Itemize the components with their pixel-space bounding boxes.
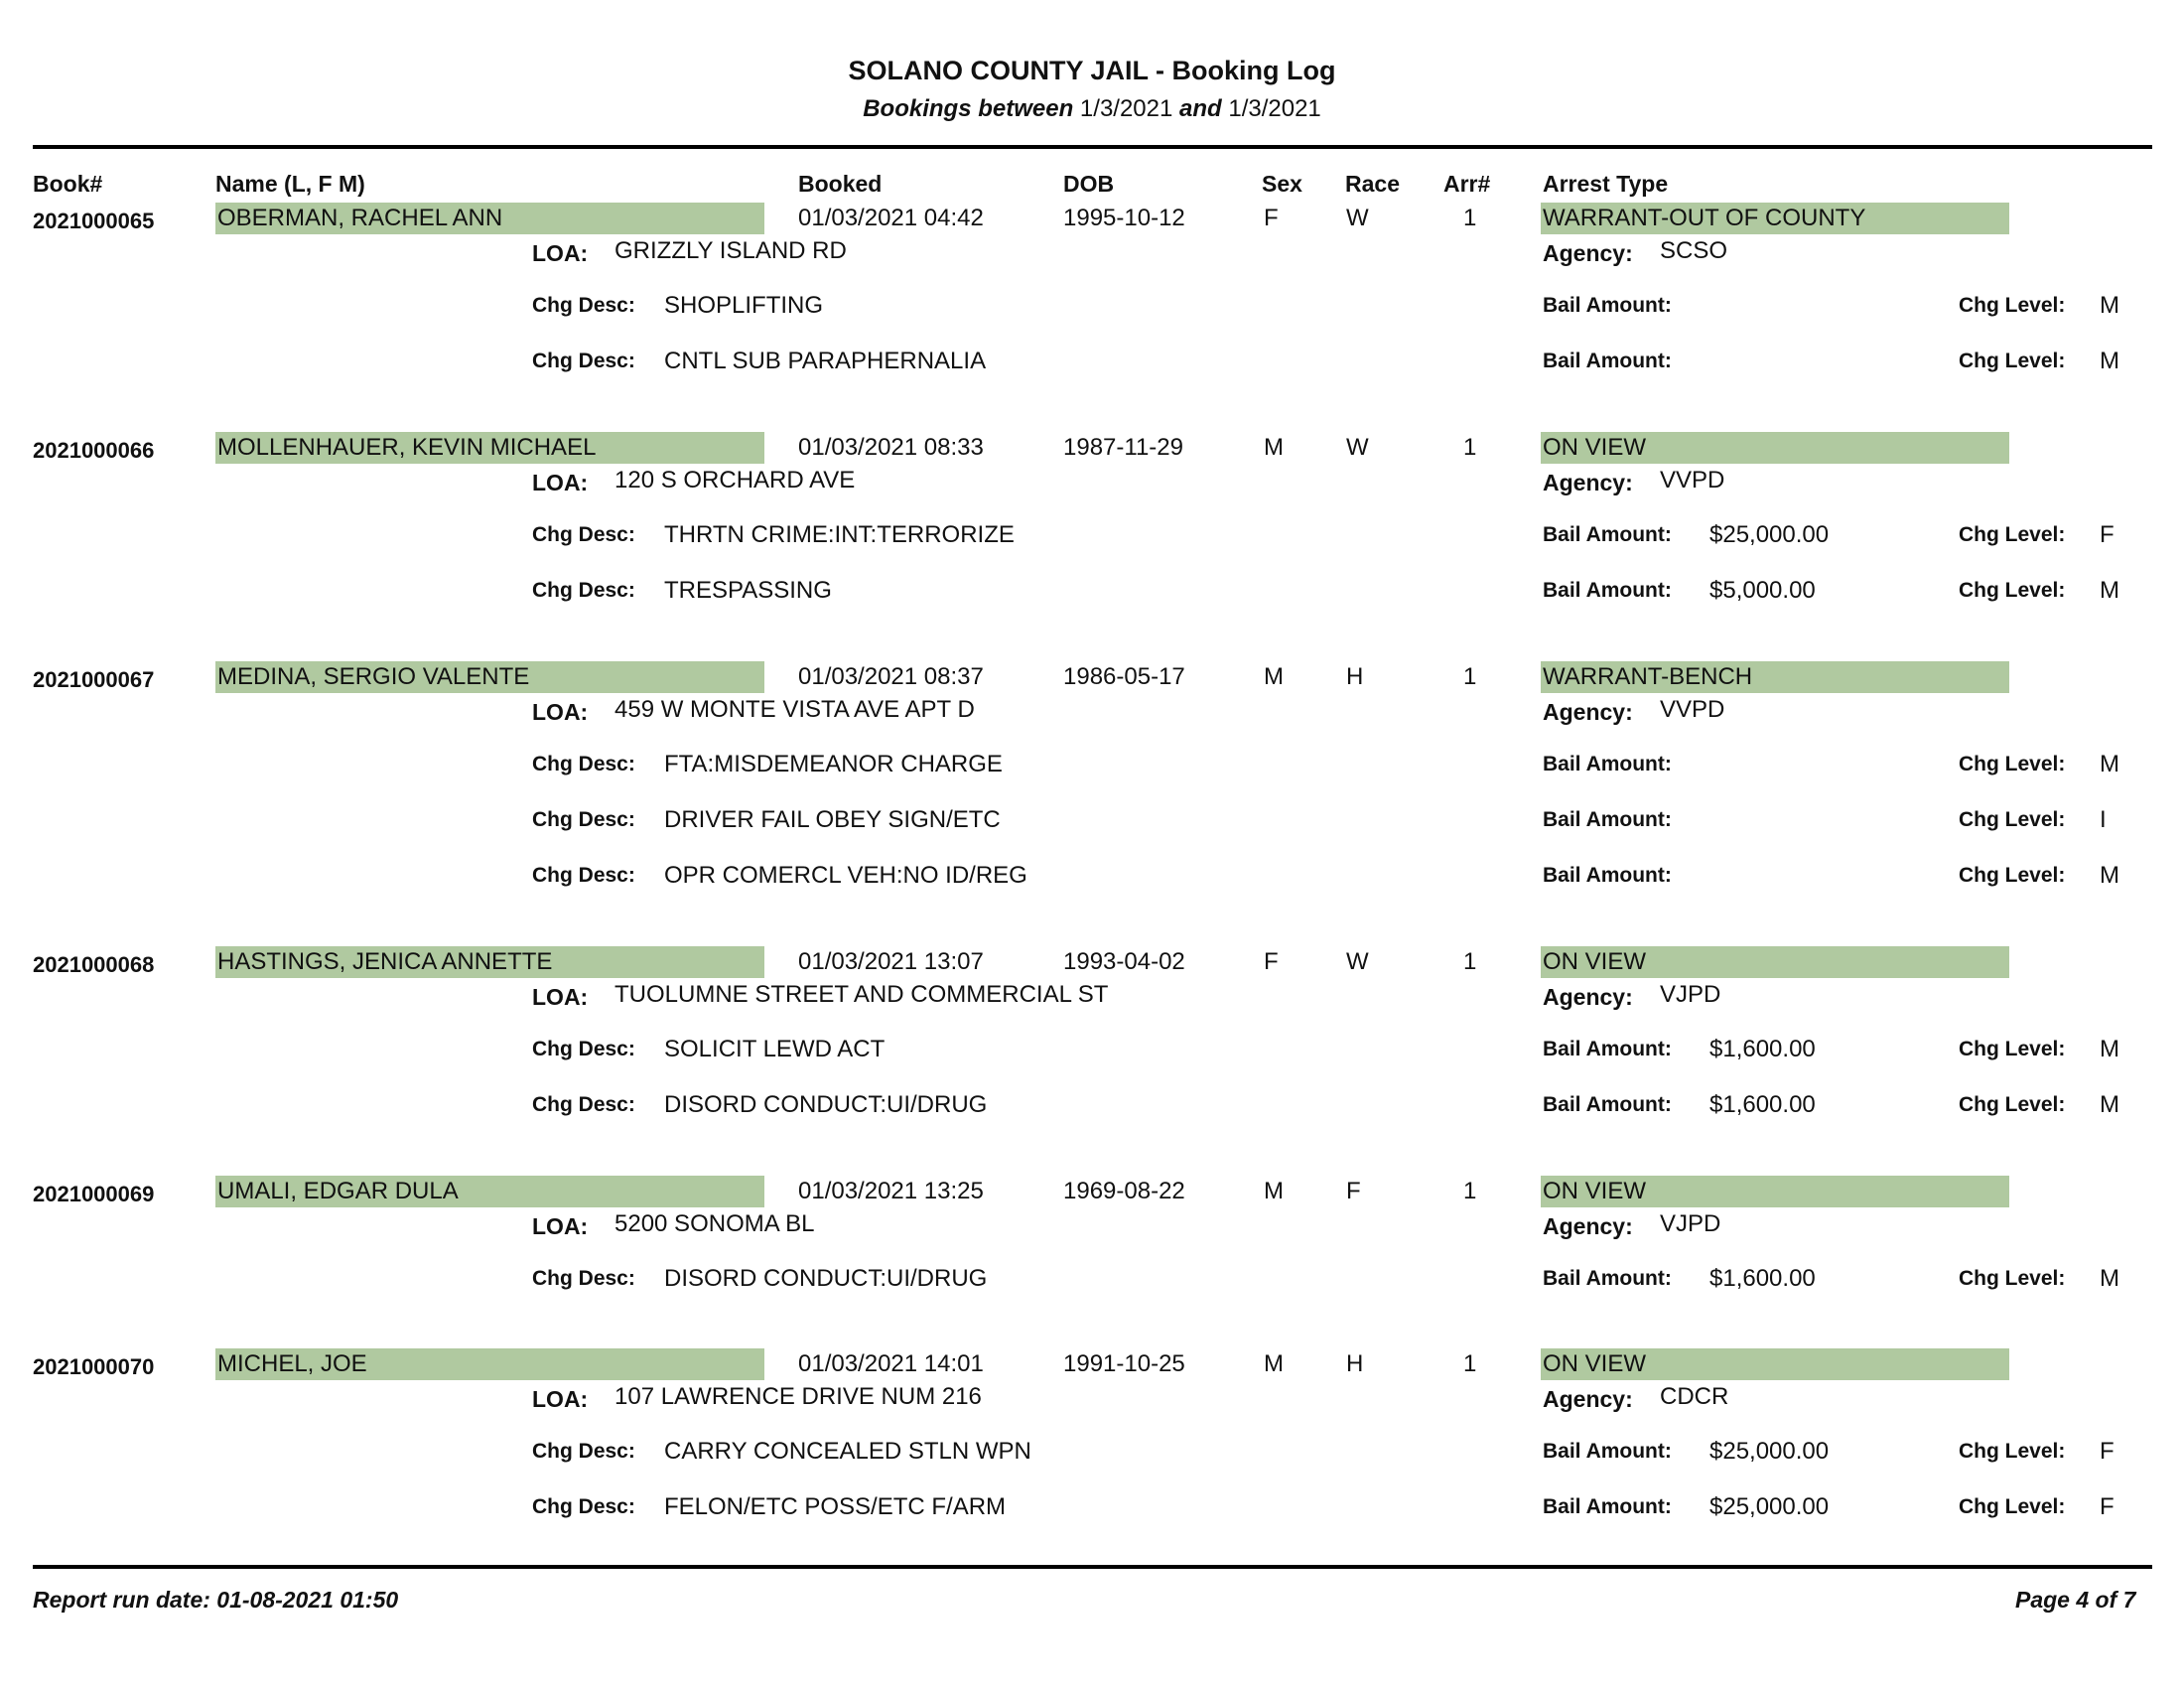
col-race: Race: [1345, 171, 1400, 197]
arrest-number: 1: [1463, 1178, 1477, 1204]
chg-desc-label: Chg Desc:: [532, 808, 635, 831]
name-highlight: [215, 946, 764, 978]
subtitle-and: and: [1179, 95, 1222, 122]
report-run-date: Report run date: 01-08-2021 01:50: [33, 1587, 399, 1613]
charge-description: DISORD CONDUCT:UI/DRUG: [664, 1091, 988, 1118]
arrest-type-highlight: [1541, 661, 2009, 693]
bail-amount-label: Bail Amount:: [1543, 1038, 1672, 1060]
bail-amount-label: Bail Amount:: [1543, 523, 1672, 546]
inmate-name: UMALI, EDGAR DULA: [217, 1178, 459, 1204]
col-name: Name (L, F M): [215, 171, 365, 197]
chg-level-label: Chg Level:: [1959, 294, 2066, 317]
sex-value: M: [1264, 1178, 1284, 1204]
arrest-type: WARRANT-BENCH: [1543, 663, 1753, 690]
charge-description: CNTL SUB PARAPHERNALIA: [664, 348, 987, 374]
bail-amount: $25,000.00: [1709, 521, 1830, 548]
arrest-type: ON VIEW: [1543, 948, 1647, 975]
bail-amount-label: Bail Amount:: [1543, 1093, 1672, 1116]
book-number: 2021000069: [33, 1182, 155, 1206]
col-arr: Arr#: [1443, 171, 1491, 197]
loa-value: TUOLUMNE STREET AND COMMERCIAL ST: [614, 981, 1109, 1008]
bail-amount: $25,000.00: [1709, 1438, 1830, 1465]
chg-level-label: Chg Level:: [1959, 1267, 2066, 1290]
loa-value: 107 LAWRENCE DRIVE NUM 216: [614, 1383, 982, 1410]
col-booked: Booked: [798, 171, 883, 197]
book-number: 2021000068: [33, 952, 155, 977]
bail-amount-label: Bail Amount:: [1543, 1440, 1672, 1463]
chg-level-label: Chg Level:: [1959, 1038, 2066, 1060]
chg-desc-label: Chg Desc:: [532, 1093, 635, 1116]
arrest-type: WARRANT-OUT OF COUNTY: [1543, 205, 1866, 231]
agency-value: VVPD: [1660, 467, 1725, 493]
agency-value: SCSO: [1660, 237, 1728, 264]
booked-datetime: 01/03/2021 13:25: [798, 1178, 984, 1204]
chg-level-label: Chg Level:: [1959, 523, 2066, 546]
charge-description: OPR COMERCL VEH:NO ID/REG: [664, 862, 1027, 889]
bail-amount: $5,000.00: [1709, 577, 1816, 604]
chg-level-label: Chg Level:: [1959, 1495, 2066, 1518]
arrest-type: ON VIEW: [1543, 434, 1647, 461]
arrest-number: 1: [1463, 205, 1477, 231]
booked-datetime: 01/03/2021 08:37: [798, 663, 984, 690]
subtitle-prefix: Bookings between: [863, 95, 1074, 122]
agency-label: Agency:: [1543, 1386, 1633, 1412]
race-value: F: [1346, 1178, 1361, 1204]
arrest-type-highlight: [1541, 946, 2009, 978]
agency-value: CDCR: [1660, 1383, 1729, 1410]
race-value: W: [1346, 434, 1369, 461]
name-highlight: [215, 432, 764, 464]
book-number: 2021000067: [33, 667, 155, 692]
report-subtitle: [0, 95, 2184, 123]
bail-amount: $25,000.00: [1709, 1493, 1830, 1520]
agency-value: VVPD: [1660, 696, 1725, 723]
chg-desc-label: Chg Desc:: [532, 1267, 635, 1290]
header-rule: [33, 145, 2152, 149]
loa-label: LOA:: [532, 1213, 589, 1239]
book-number: 2021000066: [33, 438, 155, 463]
chg-desc-label: Chg Desc:: [532, 579, 635, 602]
loa-value: 459 W MONTE VISTA AVE APT D: [614, 696, 975, 723]
chg-desc-label: Chg Desc:: [532, 350, 635, 372]
name-highlight: [215, 1176, 764, 1207]
chg-desc-label: Chg Desc:: [532, 1495, 635, 1518]
agency-label: Agency:: [1543, 240, 1633, 266]
chg-desc-label: Chg Desc:: [532, 1038, 635, 1060]
page-number: Page 4 of 7: [2015, 1587, 2136, 1613]
bail-amount-label: Bail Amount:: [1543, 350, 1672, 372]
chg-level-label: Chg Level:: [1959, 350, 2066, 372]
footer-rule: [33, 1565, 2152, 1569]
bail-amount-label: Bail Amount:: [1543, 294, 1672, 317]
bail-amount-label: Bail Amount:: [1543, 1267, 1672, 1290]
chg-level-label: Chg Level:: [1959, 753, 2066, 775]
arrest-type: ON VIEW: [1543, 1178, 1647, 1204]
loa-label: LOA:: [532, 699, 589, 725]
charge-description: DRIVER FAIL OBEY SIGN/ETC: [664, 806, 1001, 833]
race-value: H: [1346, 1350, 1364, 1377]
sex-value: M: [1264, 663, 1284, 690]
loa-value: GRIZZLY ISLAND RD: [614, 237, 847, 264]
chg-level-label: Chg Level:: [1959, 808, 2066, 831]
bail-amount: $1,600.00: [1709, 1265, 1816, 1292]
date-of-birth: 1995-10-12: [1063, 205, 1185, 231]
race-value: H: [1346, 663, 1364, 690]
agency-label: Agency:: [1543, 984, 1633, 1010]
chg-desc-label: Chg Desc:: [532, 1440, 635, 1463]
book-number: 2021000070: [33, 1354, 155, 1379]
col-dob: DOB: [1063, 171, 1115, 197]
charge-level: M: [2100, 292, 2119, 319]
inmate-name: OBERMAN, RACHEL ANN: [217, 205, 503, 231]
chg-level-label: Chg Level:: [1959, 1440, 2066, 1463]
arrest-type-highlight: [1541, 1176, 2009, 1207]
arrest-type: ON VIEW: [1543, 1350, 1647, 1377]
col-sex: Sex: [1262, 171, 1302, 197]
charge-level: M: [2100, 348, 2119, 374]
inmate-name: MICHEL, JOE: [217, 1350, 367, 1377]
loa-label: LOA:: [532, 240, 589, 266]
charge-level: F: [2100, 1493, 2115, 1520]
arrest-type-highlight: [1541, 203, 2009, 234]
col-book: Book#: [33, 171, 103, 197]
booked-datetime: 01/03/2021 08:33: [798, 434, 984, 461]
arrest-type-highlight: [1541, 432, 2009, 464]
inmate-name: HASTINGS, JENICA ANNETTE: [217, 948, 553, 975]
bail-amount-label: Bail Amount:: [1543, 1495, 1672, 1518]
book-number: 2021000065: [33, 209, 155, 233]
date-from: 1/3/2021: [1079, 95, 1173, 122]
name-highlight: [215, 1348, 764, 1380]
charge-description: TRESPASSING: [664, 577, 832, 604]
sex-value: F: [1264, 948, 1279, 975]
loa-value: 5200 SONOMA BL: [614, 1210, 815, 1237]
name-highlight: [215, 661, 764, 693]
charge-level: M: [2100, 1091, 2119, 1118]
name-highlight: [215, 203, 764, 234]
agency-label: Agency:: [1543, 1213, 1633, 1239]
booked-datetime: 01/03/2021 13:07: [798, 948, 984, 975]
charge-description: FELON/ETC POSS/ETC F/ARM: [664, 1493, 1007, 1520]
chg-desc-label: Chg Desc:: [532, 753, 635, 775]
date-of-birth: 1993-04-02: [1063, 948, 1185, 975]
bail-amount-label: Bail Amount:: [1543, 864, 1672, 887]
inmate-name: MEDINA, SERGIO VALENTE: [217, 663, 530, 690]
agency-label: Agency:: [1543, 470, 1633, 495]
sex-value: M: [1264, 1350, 1284, 1377]
arrest-number: 1: [1463, 948, 1477, 975]
race-value: W: [1346, 948, 1369, 975]
sex-value: F: [1264, 205, 1279, 231]
race-value: W: [1346, 205, 1369, 231]
arrest-type-highlight: [1541, 1348, 2009, 1380]
loa-label: LOA:: [532, 470, 589, 495]
charge-level: M: [2100, 1036, 2119, 1062]
bail-amount-label: Bail Amount:: [1543, 579, 1672, 602]
loa-value: 120 S ORCHARD AVE: [614, 467, 856, 493]
charge-description: SOLICIT LEWD ACT: [664, 1036, 886, 1062]
agency-label: Agency:: [1543, 699, 1633, 725]
date-of-birth: 1986-05-17: [1063, 663, 1185, 690]
date-to: 1/3/2021: [1228, 95, 1321, 122]
date-of-birth: 1991-10-25: [1063, 1350, 1185, 1377]
charge-description: FTA:MISDEMEANOR CHARGE: [664, 751, 1003, 777]
col-arrest-type: Arrest Type: [1543, 171, 1669, 197]
agency-value: VJPD: [1660, 981, 1721, 1008]
chg-desc-label: Chg Desc:: [532, 864, 635, 887]
chg-desc-label: Chg Desc:: [532, 523, 635, 546]
charge-description: DISORD CONDUCT:UI/DRUG: [664, 1265, 988, 1292]
chg-level-label: Chg Level:: [1959, 864, 2066, 887]
charge-level: M: [2100, 577, 2119, 604]
loa-label: LOA:: [532, 984, 589, 1010]
charge-level: M: [2100, 751, 2119, 777]
report-title: SOLANO COUNTY JAIL - Booking Log: [848, 56, 1336, 85]
charge-description: THRTN CRIME:INT:TERRORIZE: [664, 521, 1015, 548]
charge-description: CARRY CONCEALED STLN WPN: [664, 1438, 1031, 1465]
arrest-number: 1: [1463, 434, 1477, 461]
bail-amount: $1,600.00: [1709, 1091, 1816, 1118]
booked-datetime: 01/03/2021 14:01: [798, 1350, 984, 1377]
charge-level: F: [2100, 1438, 2115, 1465]
arrest-number: 1: [1463, 663, 1477, 690]
date-of-birth: 1969-08-22: [1063, 1178, 1185, 1204]
chg-desc-label: Chg Desc:: [532, 294, 635, 317]
date-of-birth: 1987-11-29: [1063, 434, 1183, 461]
loa-label: LOA:: [532, 1386, 589, 1412]
chg-level-label: Chg Level:: [1959, 579, 2066, 602]
inmate-name: MOLLENHAUER, KEVIN MICHAEL: [217, 434, 597, 461]
bail-amount-label: Bail Amount:: [1543, 808, 1672, 831]
charge-level: M: [2100, 1265, 2119, 1292]
charge-level: I: [2100, 806, 2107, 833]
sex-value: M: [1264, 434, 1284, 461]
bail-amount: $1,600.00: [1709, 1036, 1816, 1062]
chg-level-label: Chg Level:: [1959, 1093, 2066, 1116]
charge-level: M: [2100, 862, 2119, 889]
booked-datetime: 01/03/2021 04:42: [798, 205, 984, 231]
bail-amount-label: Bail Amount:: [1543, 753, 1672, 775]
charge-level: F: [2100, 521, 2115, 548]
charge-description: SHOPLIFTING: [664, 292, 824, 319]
agency-value: VJPD: [1660, 1210, 1721, 1237]
arrest-number: 1: [1463, 1350, 1477, 1377]
